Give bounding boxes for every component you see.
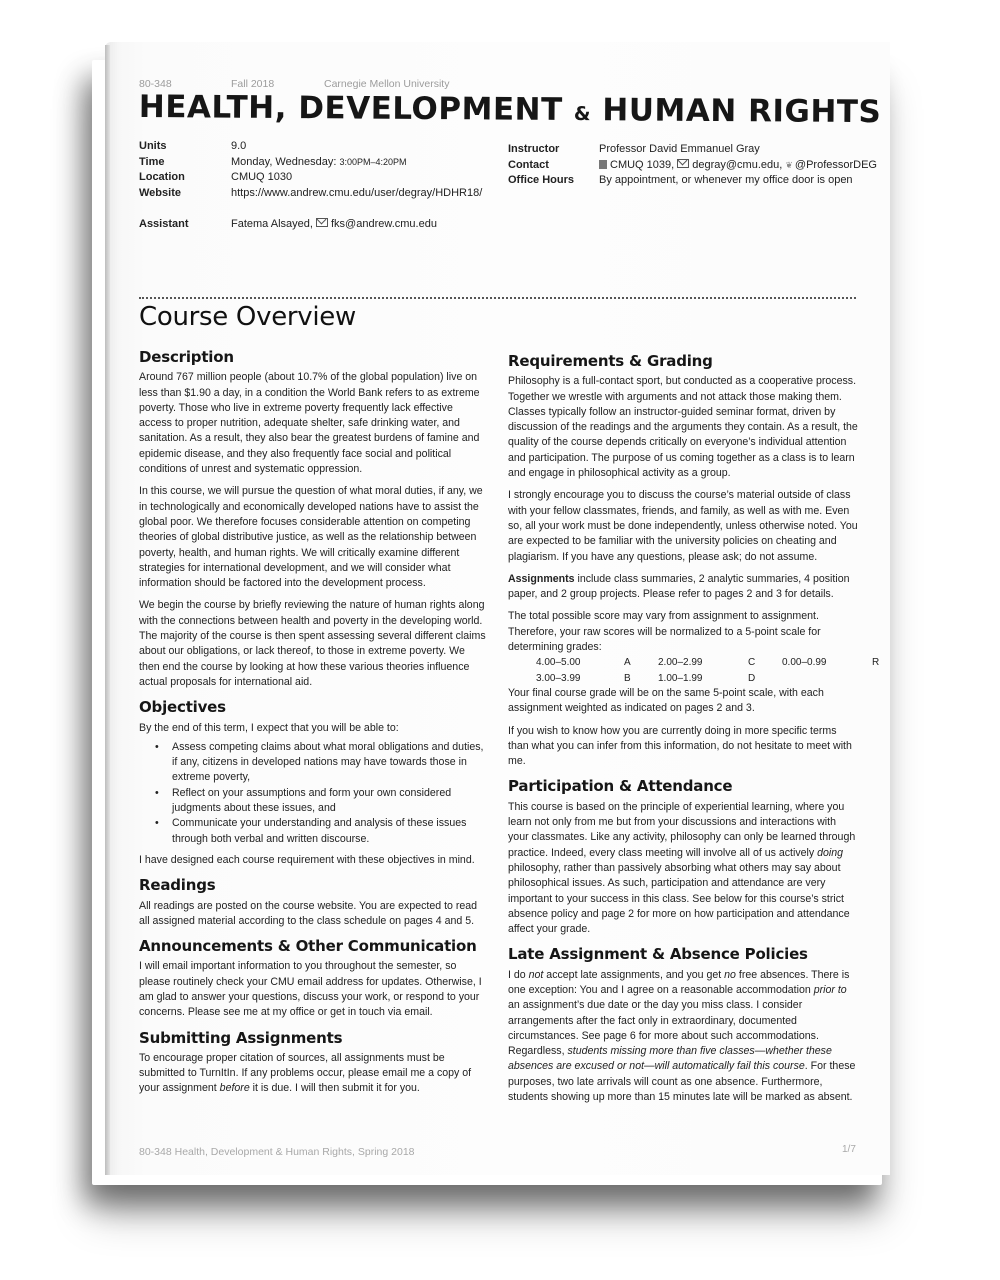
objectives-heading: Objectives <box>139 698 226 717</box>
late-emphasis: students missing more than five classes—whether these absences are excused or not—will automatically fail this course <box>508 1045 832 1073</box>
grade-range: 4.00–5.00 <box>536 657 581 669</box>
participation-text-a: This course is based on the principle of experiential learning, where you learn not only from me but from your discussions and interactions with your classmates. Like any activity, philosophy can only be learned through practice. Indeed, every class meeting will involve all of us actively <box>508 800 856 859</box>
building-icon <box>599 160 607 169</box>
submitting-emphasis: before <box>219 1082 250 1095</box>
objective-item: • Assess competing claims about what moral obligations and duties, if any, citizens in developed nations may have towards those in extreme poverty, <box>139 740 486 786</box>
late-emphasis: no <box>724 968 736 981</box>
time-hours: 3:00PM–4:20PM <box>339 156 407 167</box>
submitting-text-a: To encourage proper citation of sources, all assignments must be submitted to TurnItIn. If any problems occur, please email me a copy of your assignment <box>139 1051 472 1095</box>
mail-icon <box>677 159 689 168</box>
readings-paragraph: All readings are posted on the course website. You are expected to read all assigned material according to the class schedule on pages 4 and 5. <box>139 899 478 927</box>
late-text: free absences. There is one exception: You and I agree on a reasonable accommodation <box>508 968 850 996</box>
website-link[interactable]: https://www.andrew.cmu.edu/user/degray/HDHR18/ <box>231 186 483 199</box>
assistant-email-link[interactable]: fks@andrew.cmu.edu <box>331 218 437 230</box>
website-label: Website <box>139 186 181 199</box>
page-number: 1/7 <box>842 1144 856 1155</box>
left-column <box>139 350 486 1104</box>
units-value: 9.0 <box>231 140 247 152</box>
description-section <box>139 350 486 690</box>
late-policy-section <box>508 947 858 1105</box>
requirements-paragraph-5: Your final course grade will be on the same 5-point scale, with each assignment weighted as indicated on pages 2 and 3. <box>508 686 824 715</box>
course-info-table <box>139 139 482 233</box>
instructor-value: Professor David Emmanuel Gray <box>599 143 760 155</box>
late-text: . For these purposes, two late arrivals will count as one absence. Furthermore, students showing up more than 15 minutes late will be marked as absent. <box>508 1060 856 1104</box>
office-hours-value: By appointment, or whenever my office door is open <box>599 174 853 186</box>
grade-letter: D <box>748 672 756 684</box>
grade-range: 3.00–3.99 <box>536 672 581 684</box>
objective-item: • Communicate your understanding and analysis of these issues through both verbal and written discourse. <box>139 816 486 847</box>
assistant-label: Assistant <box>139 218 189 230</box>
description-heading: Description <box>139 348 234 366</box>
grade-scale-table <box>508 655 880 686</box>
units-label: Units <box>139 140 167 152</box>
submitting-section <box>139 1028 486 1097</box>
grade-range: 2.00–2.99 <box>658 657 703 669</box>
title-part-1: HEALTH, DEVELOPMENT <box>138 89 563 128</box>
assistant-value <box>231 217 437 233</box>
objectives-section <box>139 700 486 868</box>
location-label: Location <box>139 171 185 183</box>
title-part-2: HUMAN RIGHTS <box>602 92 882 131</box>
requirements-paragraph-3 <box>508 572 858 603</box>
course-title <box>139 89 882 130</box>
grade-range: 0.00–0.99 <box>782 657 827 669</box>
submitting-heading: Submitting Assignments <box>139 1028 343 1047</box>
submitting-paragraph <box>139 1051 486 1097</box>
grade-letter: A <box>624 657 631 669</box>
late-emphasis: not <box>528 968 544 981</box>
assignments-text: include class summaries, 2 analytic summaries, 4 position paper, and 2 group projects. Please refer to pages 2 and 3 for details. <box>508 572 850 601</box>
description-paragraph-3: We begin the course by briefly reviewing the nature of human rights along with the connections between health and poverty in the developing world. The majority of the course is then spent assessing several different claims about our obligations, or lack thereof, to those in extreme poverty. We then end the course by looking at how these various theories influence actual proposals for international aid. <box>139 599 486 688</box>
requirements-section <box>508 352 880 769</box>
grade-letter: R <box>872 657 880 669</box>
participation-text-b: philosophy, rather than passively absorbing what others may say about philosophical issues. As such, participation and attendance are very important to your success in this class. See below for this course’s strict absence policy and page 2 for more on how participation and attendance affect your grade. <box>508 861 850 936</box>
page-footer-course: 80-348 Health, Development & Human Rights, Spring 2018 <box>139 1146 415 1158</box>
requirements-paragraph-2: I strongly encourage you to discuss the course’s material outside of class with your fellow classmates, friends, and family, as well as with me. Even so, all your work must be done independently, unless otherwise noted. You are expected to be familiar with the university policies on cheating and plagiarism. If you have any questions, please ask; do not assume. <box>508 489 858 563</box>
instructor-label: Instructor <box>508 143 560 155</box>
time-label: Time <box>139 155 165 168</box>
requirements-heading: Requirements & Grading <box>508 352 713 370</box>
announcements-section <box>139 939 486 1020</box>
objectives-outro: I have designed each course requirement with these objectives in mind. <box>139 853 475 866</box>
time-value <box>231 155 406 171</box>
participation-paragraph <box>508 800 858 938</box>
assignments-label: Assignments <box>508 572 575 585</box>
course-number: 80-348 <box>139 78 172 90</box>
twitter-icon: ❦ <box>785 159 793 170</box>
participation-emphasis: doing <box>817 846 844 859</box>
late-text: I do <box>508 968 529 981</box>
late-policy-heading: Late Assignment & Absence Policies <box>508 945 808 964</box>
requirements-paragraph-4: The total possible score may vary from assignment to assignment. Therefore, your raw scores will be normalized to a 5-point scale for determining grades: <box>508 610 821 654</box>
requirements-paragraph-1: Philosophy is a full-contact sport, but conducted as a cooperative process. Together we wrestle with arguments and not attack those making them. Classes typically follow an instructor-guided seminar format, driven by discussion of the readings and the arguments they contain. As a result, the quality of the course depends critically on everyone’s individual attention and participation. The purpose of us coming together as a class is to learn and engage in philosophical activity as a group. <box>508 375 858 480</box>
grade-letter: B <box>624 672 631 684</box>
instructor-info-table <box>508 142 877 189</box>
description-paragraph-1: Around 767 million people (about 10.7% of the global population) live on less than $1.90 a day, in a condition the World Bank refers to as extreme poverty. Those who live in extreme poverty frequently lack effective access to proper nutrition, adequate shelter, safe drinking water, and sanitation. As a result, they also bear the greatest burdens of famine and epidemic disease, and they also frequently face social and political conditions of unrest and systematic oppression. <box>139 371 480 476</box>
section-divider <box>139 297 856 299</box>
university-name: Carnegie Mellon University <box>324 78 450 90</box>
location-value: CMUQ 1030 <box>231 171 293 183</box>
late-text: accept late assignments, and you get <box>543 968 725 981</box>
page-spine <box>105 45 110 1175</box>
late-text: an assignment’s due date or the day you miss class. I consider arrangements after the fact only in extraordinary, documented circumstances. See page 6 for more about such accommodations. Regardless, <box>508 999 819 1058</box>
announcements-heading: Announcements & Other Communication <box>139 937 477 956</box>
contact-email-link[interactable]: degray@cmu.edu, <box>692 158 786 171</box>
grade-range: 1.00–1.99 <box>658 672 703 684</box>
title-ampersand: & <box>573 103 592 126</box>
time-days: Monday, Wednesday: <box>231 155 340 168</box>
participation-section <box>508 779 858 937</box>
mail-icon <box>316 218 328 227</box>
submitting-text-b: it is due. I will then submit it for you. <box>249 1082 420 1095</box>
readings-section <box>139 878 486 929</box>
readings-heading: Readings <box>139 876 216 895</box>
course-term: Fall 2018 <box>231 78 275 90</box>
grade-letter: C <box>748 657 756 669</box>
objective-item: • Reflect on your assumptions and form your own considered judgments about these issues, and <box>139 786 486 817</box>
office-hours-label: Office Hours <box>508 174 575 186</box>
right-column <box>508 352 880 1112</box>
contact-value <box>599 158 877 174</box>
contact-twitter-link[interactable]: @ProfessorDEG <box>794 158 877 171</box>
announcements-paragraph: I will email important information to you throughout the semester, so please routinely check your CMU email address for updates. Otherwise, I am glad to answer your questions, discuss your work, or respond to your concerns. Please see me at my office or get in touch via email. <box>139 960 482 1019</box>
contact-label: Contact <box>508 158 549 171</box>
description-paragraph-2: In this course, we will pursue the question of what moral duties, if any, we in technologically and economically developed nations have to assist the global poor. We therefore focuses considerable attention on competing theories of global distributive justice, as well as the relationship between poverty, health, and human rights. We will critically examine different strategies for international development, and we will consider what information should be factored into the development process. <box>139 485 483 590</box>
course-overview-heading: Course Overview <box>139 302 356 332</box>
late-emphasis: prior to <box>813 983 847 996</box>
requirements-paragraph-6: If you wish to know how you are currently doing in more specific terms than what you can infer from this information, do not hesitate to meet with me. <box>508 724 852 768</box>
objectives-list <box>139 740 486 847</box>
participation-heading: Participation & Attendance <box>508 777 733 796</box>
objectives-intro: By the end of this term, I expect that you will be able to: <box>139 721 399 734</box>
assistant-name: Fatema Alsayed, <box>231 218 316 230</box>
contact-office: CMUQ 1039, <box>610 158 678 171</box>
late-policy-paragraph <box>508 968 858 1106</box>
